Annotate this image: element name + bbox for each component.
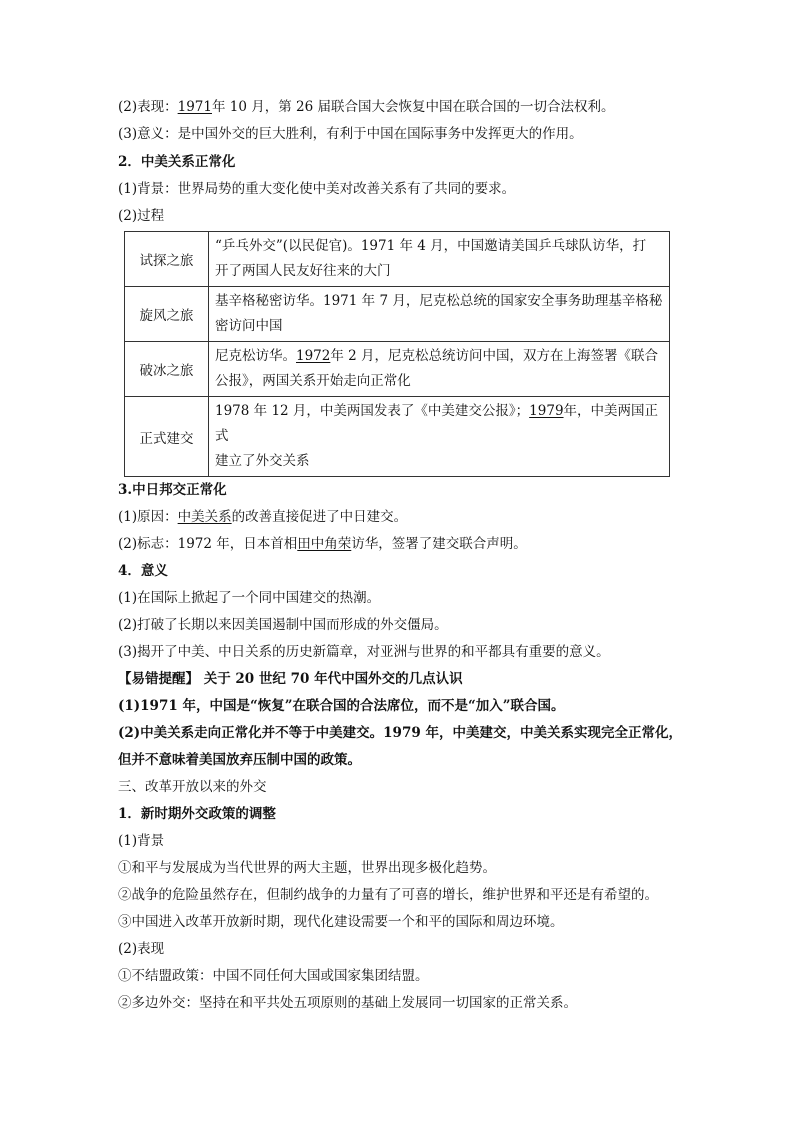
desc-line: 基辛格秘密访华。1971 年 7 月，尼克松总统的国家安全事务助理基辛格秘 [215, 293, 663, 309]
underlined-year: 1972 [296, 348, 331, 364]
table-cell-name: 试探之旅 [125, 232, 209, 287]
table-row [125, 232, 670, 287]
desc-line: 公报》，两国关系开始走向正常化 [215, 373, 411, 389]
text-line: ②多边外交：坚持在和平共处五项原则的基础上发展同一切国家的正常关系。 [118, 995, 577, 1011]
desc-line [215, 344, 663, 369]
text-line-symbol [118, 535, 527, 553]
warning-note-line: 但并不意味着美国放弃压制中国的政策。 [118, 752, 361, 768]
underlined-year: 1979 [529, 403, 564, 419]
text-segment: 年，中美两国正式 [215, 403, 659, 444]
text-line-reason [118, 508, 407, 526]
desc-line [215, 399, 663, 449]
text-segment: 年 10 月，第 26 届联合国大会恢复中国在联合国的一切合法权利。 [211, 99, 615, 115]
table-cell-name: 正式建交 [125, 397, 209, 477]
warning-note-heading: 【易错提醒】 关于 20 世纪 70 年代中国外交的几点认识 [118, 671, 463, 687]
text-line-significance: (3)意义：是中国外交的巨大胜利，有利于中国在国际事务中发挥更大的作用。 [118, 126, 583, 142]
text-line: (2)表现 [118, 941, 165, 957]
desc-line: 建立了外交关系 [215, 453, 310, 469]
text-line: ①不结盟政策：中国不同任何大国或国家集团结盟。 [118, 968, 429, 984]
underlined-term: 中美关系 [177, 509, 232, 525]
desc-line: 开了两国人民友好往来的大门 [215, 263, 391, 279]
text-line: (3)揭开了中美、中日关系的历史新篇章，对亚洲与世界的和平都具有重要的意义。 [118, 644, 610, 660]
section-heading-significance: 4．意义 [118, 563, 168, 579]
text-segment: 的改善直接促进了中日建交。 [231, 509, 408, 525]
text-segment: (1)原因： [118, 509, 178, 525]
text-line: ①和平与发展成为当代世界的两大主题，世界出现多极化趋势。 [118, 860, 496, 876]
table-cell-desc [209, 342, 670, 397]
section-heading-sino-us: 2．中美关系正常化 [118, 154, 236, 170]
text-segment: 尼克松访华。 [215, 348, 296, 364]
text-line-process: (2)过程 [118, 208, 165, 224]
text-line-background: (1)背景：世界局势的重大变化使中美对改善关系有了共同的要求。 [118, 181, 516, 197]
section-heading-sino-japan: 3.中日邦交正常化 [118, 482, 227, 498]
warning-note-line: (1)1971 年，中国是“恢复”在联合国的合法席位，而不是“加入”联合国。 [118, 698, 565, 714]
text-segment: 年 2 月，尼克松总统访问中国，双方在上海签署《联合 [330, 348, 659, 364]
desc-line: “乒乓外交”(以民促官)。1971 年 4 月，中国邀请美国乒乓球队访华，打 [215, 238, 647, 254]
text-segment: 1978 年 12 月，中美两国发表了《中美建交公报》； [215, 403, 530, 419]
underlined-year: 1971 [177, 99, 212, 115]
text-line: (1)在国际上掀起了一个同中国建交的热潮。 [118, 590, 381, 606]
text-segment: 访华，签署了建交联合声明。 [351, 536, 527, 552]
process-table [124, 231, 670, 477]
table-cell-name: 旋风之旅 [125, 287, 209, 342]
text-line: ③中国进入改革开放新时期，现代化建设需要一个和平的国际和周边环境。 [118, 914, 564, 930]
table-cell-desc [209, 232, 670, 287]
text-line: (2)打破了长期以来因美国遏制中国而形成的外交僵局。 [118, 617, 448, 633]
text-segment: (2)标志：1972 年，日本首相 [118, 536, 298, 552]
table-row [125, 287, 670, 342]
table-cell-name: 破冰之旅 [125, 342, 209, 397]
table-cell-desc [209, 397, 670, 477]
underlined-term: 田中角荣 [297, 536, 352, 552]
text-line: (1)背景 [118, 833, 165, 849]
section-heading-reform-era: 三、改革开放以来的外交 [118, 779, 267, 795]
table-row [125, 342, 670, 397]
text-segment: (2)表现： [118, 99, 178, 115]
text-line: ②战争的危险虽然存在，但制约战争的力量有了可喜的增长，维护世界和平还是有希望的。 [118, 887, 658, 903]
text-line-performance [118, 98, 615, 116]
subsection-heading-policy: 1．新时期外交政策的调整 [118, 806, 276, 822]
table-row [125, 397, 670, 477]
warning-note-line: (2)中美关系走向正常化并不等于中美建交。1979 年，中美建交，中美关系实现完全正常化， [118, 725, 682, 741]
table-cell-desc [209, 287, 670, 342]
desc-line: 密访问中国 [215, 318, 283, 334]
